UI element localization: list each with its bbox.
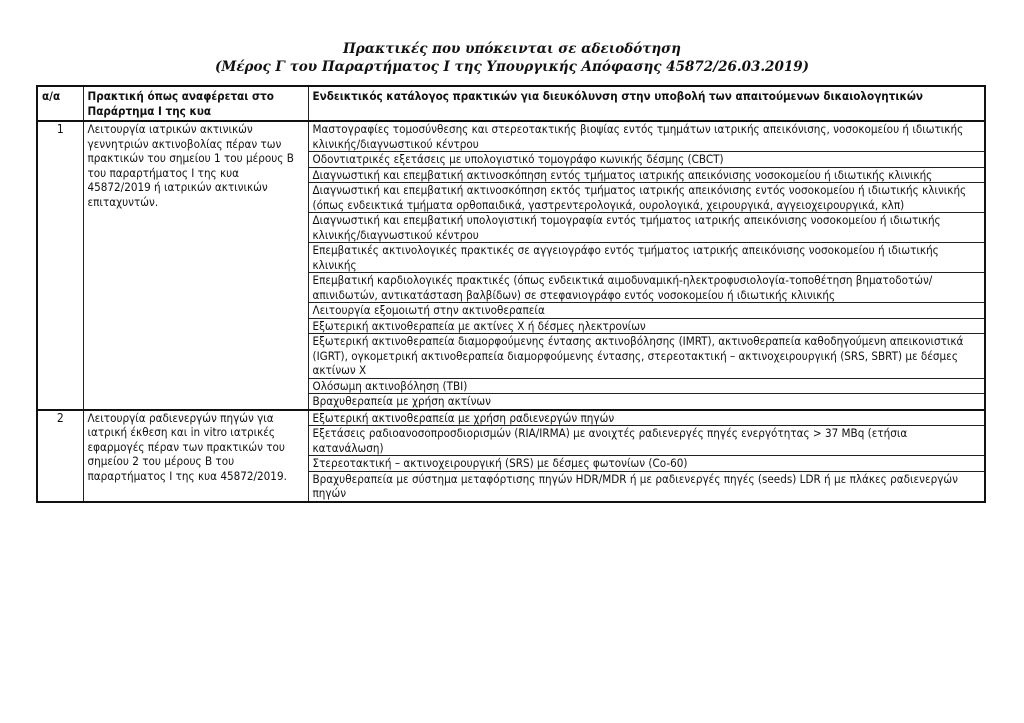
- practice-cell: Διαγνωστική και επεμβατική ακτινοσκόπηση εντός τμήματος ιατρικής απεικόνισης νοσοκομείου ή ιδιωτικής κλινικής: [308, 167, 985, 183]
- practice-cell: Επεμβατικές ακτινολογικές πρακτικές σε αγγειογράφο εντός τμήματος ιατρικής απεικόνισης νοσοκομείου ή ιδιωτικής κλινικής: [308, 243, 985, 273]
- group-number: 2: [37, 410, 83, 502]
- practice-cell: Εξωτερική ακτινοθεραπεία με ακτίνες Χ ή δέσμες ηλεκτρονίων: [308, 318, 985, 334]
- header-number: α/α: [37, 86, 83, 121]
- document-title: Πρακτικές που υπόκεινται σε αδειοδότηση: [343, 41, 681, 57]
- practice-cell: Διαγνωστική και επεμβατική υπολογιστική τομογραφία εντός τμήματος ιατρικής απεικόνισης νοσοκομείου ή ιδιωτικής κλινικής/διαγνωστικού κέντρου: [308, 213, 985, 243]
- group-description: Λειτουργία ραδιενεργών πηγών για ιατρική έκθεση και in vitro ιατρικές εφαρμογές πέραν των πρακτικών του σημείου 2 του μέρους Β του παραρτήματος Ι της κυα 45872/2019.: [83, 410, 308, 502]
- practice-cell: Ολόσωμη ακτινοβόληση (TBI): [308, 378, 985, 394]
- header-indicative-list: Ενδεικτικός κατάλογος πρακτικών για διευκόλυνση στην υποβολή των απαιτούμενων δικαιολογητικών: [308, 86, 985, 121]
- document-heading: [0, 40, 1024, 76]
- practice-cell: Εξωτερική ακτινοθεραπεία με χρήση ραδιενεργών πηγών: [308, 410, 985, 426]
- practice-cell: Εξετάσεις ραδιοανοσοπροσδιορισμών (RIA/IRMA) με ανοιχτές ραδιενεργές πηγές ενεργότητας > 37 MBq (ετήσια κατανάλωση): [308, 426, 985, 456]
- practices-table: [36, 85, 986, 503]
- practice-cell: Βραχυθεραπεία με σύστημα μεταφόρτισης πηγών HDR/MDR ή με ραδιενεργές πηγές (seeds) LDR ή με πλάκες ραδιενεργών πηγών: [308, 471, 985, 502]
- table-row: [37, 121, 985, 152]
- practice-cell: Εξωτερική ακτινοθεραπεία διαμορφούμενης έντασης ακτινοβόλησης (IMRT), ακτινοθεραπεία καθοδηγούμενη απεικονιστικά (IGRT), ογκομετρική ακτινοθεραπεία διαμορφούμενης έντασης, στερεοτακτική – ακτινοχειρουργική (SRS, SBRT) με δέσμες ακτίνων Χ: [308, 334, 985, 379]
- practice-cell: Στερεοτακτική – ακτινοχειρουργική (SRS) με δέσμες φωτονίων (Co-60): [308, 456, 985, 472]
- group-description: Λειτουργία ιατρικών ακτινικών γεννητριών ακτινοβολίας πέραν των πρακτικών του σημείου 1 του μέρους Β του παραρτήματος Ι της κυα 45872/2019 ή ιατρικών ακτινικών επιταχυντών.: [83, 121, 308, 410]
- document-subtitle: (Μέρος Γ του Παραρτήματος Ι της Υπουργικής Απόφασης 45872/26.03.2019): [214, 59, 810, 75]
- practice-cell: Βραχυθεραπεία με χρήση ακτίνων: [308, 394, 985, 410]
- practice-cell: Επεμβατική καρδιολογικές πρακτικές (όπως ενδεικτικά αιμοδυναμική-ηλεκτροφυσιολογία-τοποθέτηση βηματοδοτών/απινιδωτών, αντικατάσταση βαλβίδων) σε στεφανιογράφο εντός νοσοκομείου ή ιδιωτικής κλινικής: [308, 273, 985, 303]
- table-row: [37, 410, 985, 426]
- practice-cell: Μαστογραφίες τομοσύνθεσης και στερεοτακτικής βιοψίας εντός τμημάτων ιατρικής απεικόνισης, νοσοκομείου ή ιδιωτικής κλινικής/διαγνωστικού κέντρου: [308, 121, 985, 152]
- practice-cell: Λειτουργία εξομοιωτή στην ακτινοθεραπεία: [308, 303, 985, 319]
- table-header-row: [37, 86, 985, 121]
- group-number: 1: [37, 121, 83, 410]
- header-practice: Πρακτική όπως αναφέρεται στο Παράρτημα Ι της κυα: [83, 86, 308, 121]
- practice-cell: Οδοντιατρικές εξετάσεις με υπολογιστικό τομογράφο κωνικής δέσμης (CBCT): [308, 152, 985, 168]
- practice-cell: Διαγνωστική και επεμβατική ακτινοσκόπηση εκτός τμήματος ιατρικής απεικόνισης εντός νοσοκομείου ή ιδιωτικής κλινικής (όπως ενδεικτικά τμήματα ορθοπαιδικά, γαστρεντερολογικά, ουρολογικά, χειρουργικά, αγγειοχειρουργικά, κλπ): [308, 183, 985, 213]
